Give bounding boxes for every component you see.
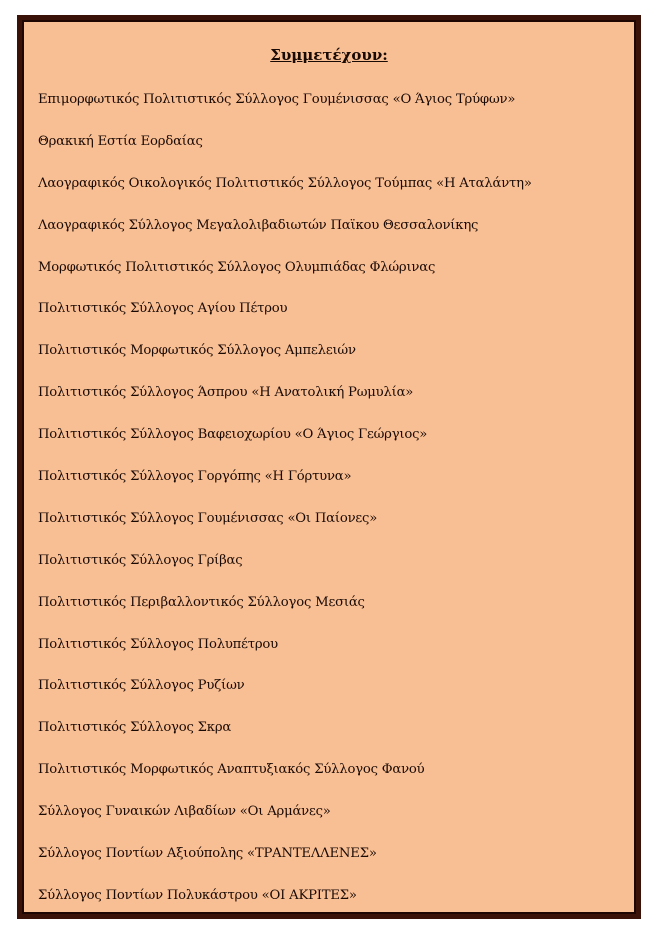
list-item: Πολιτιστικός Σύλλογος Άσπρου «Η Ανατολική Ρωμυλία» [38, 385, 414, 401]
list-item: Επιμορφωτικός Πολιτιστικός Σύλλογος Γουμένισσας «Ο Άγιος Τρύφων» [38, 92, 516, 107]
list-item: Σύλλογος Γυναικών Λιβαδίων «Οι Αρμάνες» [38, 804, 331, 820]
list-item: Πολιτιστικός Σύλλογος Ρυζίων [38, 678, 245, 694]
list-item: Πολιτιστικός Μορφωτικός Αναπτυξιακός Σύλλογος Φανού [38, 762, 425, 778]
list-item: Σύλλογος Ποντίων Αξιούπολης «ΤΡΑΝΤΕΛΛΕΝΕΣ» [38, 846, 377, 862]
list-item: Πολιτιστικός Σύλλογος Γοργόπης «Η Γόρτυνα» [38, 469, 352, 485]
list-item: Πολιτιστικός Σύλλογος Αγίου Πέτρου [38, 301, 288, 317]
list-item: Πολιτιστικός Σύλλογος Πολυπέτρου [38, 636, 278, 652]
list-item: Θρακική Εστία Εορδαίας [38, 133, 203, 149]
page-title: Συμμετέχουν: [270, 46, 388, 64]
list-item: Πολιτιστικός Σύλλογος Σκρα [38, 720, 232, 736]
list-item: Πολιτιστικός Σύλλογος Γουμένισσας «Οι Παίονες» [38, 510, 378, 526]
list-item: Πολιτιστικός Σύλλογος Γρίβας [38, 552, 243, 568]
list-item: Πολιτιστικός Μορφωτικός Σύλλογος Αμπελειών [38, 343, 356, 359]
document-frame [17, 15, 641, 919]
list-item: Πολιτιστικός Σύλλογος Βαφειοχωρίου «Ο Άγιος Γεώργιος» [38, 427, 428, 443]
list-item: Λαογραφικός Οικολογικός Πολιτιστικός Σύλλογος Τούμπας «Η Αταλάντη» [38, 175, 532, 191]
list-item: Μορφωτικός Πολιτιστικός Σύλλογος Ολυμπιάδας Φλώρινας [38, 259, 436, 275]
document-page [22, 20, 636, 914]
list-item: Πολιτιστικός Περιβαλλοντικός Σύλλογος Μεσιάς [38, 594, 365, 610]
list-item: Σύλλογος Ποντίων Πολυκάστρου «ΟΙ ΑΚΡΙΤΕΣ» [38, 887, 357, 903]
list-item: Λαογραφικός Σύλλογος Μεγαλολιβαδιωτών Παϊκου Θεσσαλονίκης [38, 217, 479, 233]
participants-list [38, 90, 532, 928]
